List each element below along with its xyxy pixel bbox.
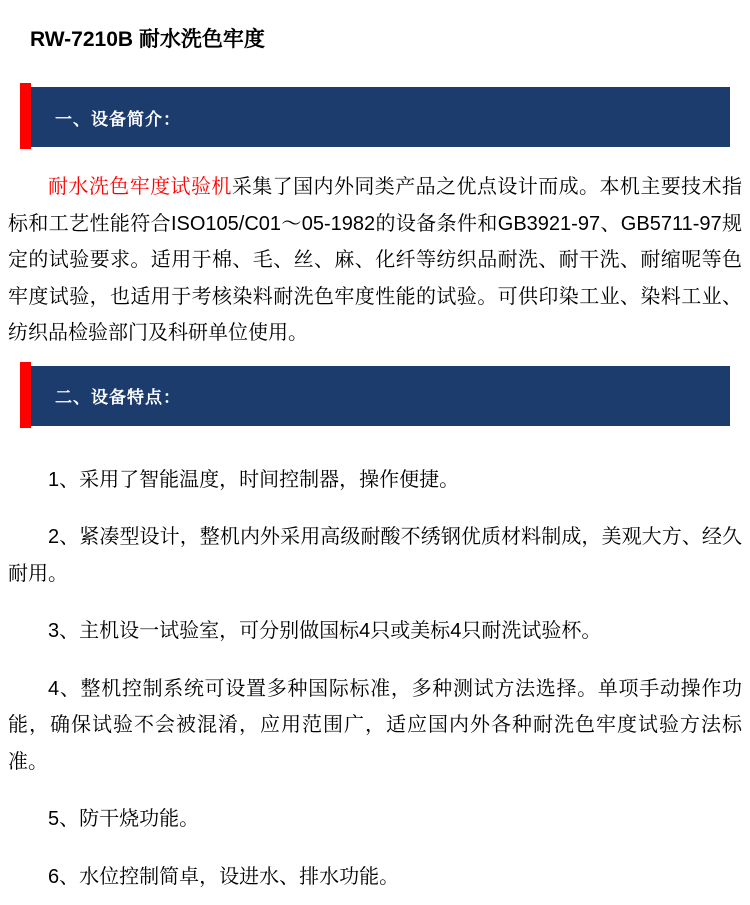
page-title: RW-7210B 耐水洗色牢度 bbox=[30, 26, 730, 53]
intro-heading-label: 一、设备简介： bbox=[55, 105, 181, 130]
features-section-heading bbox=[31, 366, 730, 426]
feature-item-4: 4、整机控制系统可设置多种国际标准，多种测试方法选择。单项手动操作功能，确保试验不会被混淆，应用范围广，适应国内外各种耐洗色牢度试验方法标准。 bbox=[8, 671, 742, 781]
intro-body-text: 采集了国内外同类产品之优点设计而成。本机主要技术指标和工艺性能符合ISO105/C01～05-1982的设备条件和GB3921-97、GB5711-97规定的试验要求。适用于棉、毛、丝、麻、化纤等纺织品耐洗、耐干洗、耐缩呢等色牢度试验，也适用于考核染料耐洗色牢度性能的试验。可供印染工业、染料工业、纺织品检验部门及科研单位使用。 bbox=[8, 176, 742, 344]
features-list bbox=[0, 462, 750, 905]
section-heading-bar-features bbox=[20, 362, 730, 428]
red-accent-bar bbox=[20, 83, 31, 149]
features-heading-label: 二、设备特点： bbox=[55, 383, 181, 408]
feature-item-6: 6、水位控制简卓，设进水、排水功能。 bbox=[8, 859, 742, 896]
red-accent-bar bbox=[20, 362, 31, 428]
section-heading-bar-intro bbox=[20, 83, 730, 149]
feature-item-3: 3、主机设一试验室，可分别做国标4只或美标4只耐洗试验杯。 bbox=[8, 613, 742, 650]
intro-lead-red-text: 耐水洗色牢度试验机 bbox=[48, 176, 232, 198]
section-intro bbox=[0, 83, 750, 352]
section-features bbox=[0, 362, 750, 905]
feature-item-5: 5、防干烧功能。 bbox=[8, 801, 742, 838]
intro-section-heading bbox=[31, 87, 730, 147]
intro-paragraph bbox=[8, 169, 742, 352]
feature-item-1: 1、采用了智能温度，时间控制器，操作便捷。 bbox=[8, 462, 742, 499]
feature-item-2: 2、紧凑型设计，整机内外采用高级耐酸不绣钢优质材料制成，美观大方、经久耐用。 bbox=[8, 519, 742, 592]
